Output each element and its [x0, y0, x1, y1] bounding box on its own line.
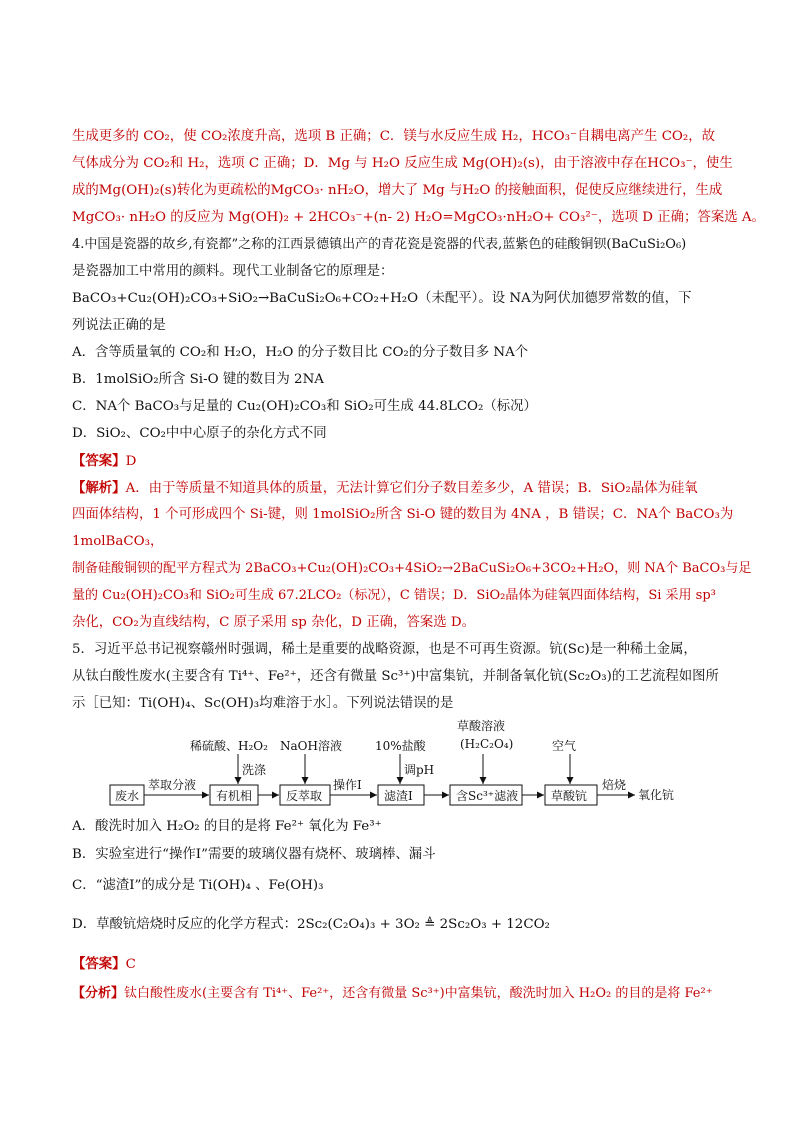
analysis-text: 钛白酸性废水(主要含有 Ti⁴⁺、Fe²⁺，还含有微量 Sc³⁺)中富集钪，酸洗时加入 H₂O₂ 的目的是将 Fe²⁺ — [124, 986, 713, 1001]
analysis-line: 四面体结构，1 个可形成四个 Si-键，则 1molSiO₂所含 Si-O 键的数目为 4NA ，B 错误；C．NA个 BaCO₃为 — [72, 507, 734, 522]
reagent-label: 稀硫酸、H₂O₂ — [190, 739, 268, 753]
reagent-label: (H₂C₂O₄) — [460, 737, 514, 751]
flow-product: 氧化钪 — [638, 788, 675, 802]
analysis-line: 制备硅酸铜钡的配平方程式为 2BaCO₃+Cu₂(OH)₂CO₃+4SiO₂→2BaCuSi₂O₆+3CO₂+H₂O，则 NA个 BaCO₃与足 — [72, 561, 752, 576]
q4-option-c: C．NA个 BaCO₃与足量的 Cu₂(OH)₂CO₃和 SiO₂可生成 44.8LCO₂（标况） — [72, 399, 537, 414]
process-flow-diagram — [105, 718, 710, 810]
q5-analysis — [72, 985, 713, 1003]
q4-stem: 是瓷器加工中常用的颜料。现代工业制备它的原理是： — [72, 264, 394, 279]
flow-box-label: 废水 — [115, 789, 140, 803]
q4-stem: 列说法正确的是 — [72, 318, 166, 333]
q5-option-d: D．草酸钪焙烧时反应的化学方程式：2Sc₂(C₂O₄)₃ + 3O₂ ≜ 2Sc₂O₃ + 12CO₂ — [72, 917, 550, 932]
analysis-text: A．由于等质量不知道具体的质量，无法计算它们分子数目差多少，A 错误；B．SiO₂晶体为硅氧 — [125, 481, 698, 496]
q5-option-a: A．酸洗时加入 H₂O₂ 的目的是将 Fe²⁺ 氧化为 Fe³⁺ — [72, 819, 382, 834]
reagent-label: NaOH溶液 — [280, 739, 342, 753]
analysis-line: MgCO₃· nH₂O 的反应为 Mg(OH)₂ + 2HCO₃⁻+(n- 2) H₂O=MgCO₃·nH₂O+ CO₃²⁻，选项 D 正确；答案选 A。 — [72, 210, 765, 225]
q4-analysis — [72, 479, 698, 498]
q4-option-d: D．SiO₂、CO₂中中心原子的杂化方式不同 — [72, 426, 327, 441]
step-label: 洗涤 — [242, 763, 267, 777]
q4-stem: 4.中国是瓷器的故乡,有瓷都”之称的江西景德镇出产的青花瓷是瓷器的代表,蓝紫色的硅酸铜钡(BaCuSi₂O₆) — [72, 237, 687, 252]
answer-value: D — [125, 454, 137, 469]
arrow-label: 焙烧 — [602, 778, 627, 792]
flow-box-label: 滤渣Ⅰ — [384, 789, 413, 803]
q4-option-b: B．1molSiO₂所含 Si-O 键的数目为 2NA — [72, 372, 324, 387]
analysis-line: 量的 Cu₂(OH)₂CO₃和 SiO₂可生成 67.2LCO₂（标况），C 错误；D．SiO₂晶体为硅氧四面体结构，Si 采用 sp³ — [72, 588, 716, 603]
analysis-label: 【分析】 — [72, 986, 125, 1001]
answer-value: C — [125, 957, 136, 972]
arrow-label: 萃取分液 — [148, 778, 197, 792]
answer-label: 【答案】 — [72, 453, 126, 469]
q5-answer — [72, 955, 136, 974]
analysis-line: 杂化，CO₂为直线结构，C 原子采用 sp 杂化，D 正确，答案选 D。 — [72, 615, 476, 630]
analysis-line: 1molBaCO₃， — [72, 534, 164, 549]
q5-option-c: C．“滤渣Ⅰ”的成分是 Ti(OH)₄ 、Fe(OH)₃ — [72, 878, 324, 893]
q4-option-a: A．含等质量氧的 CO₂和 H₂O，H₂O 的分子数目比 CO₂的分子数目多 NA个 — [72, 345, 529, 360]
q5-stem: 示［已知：Ti(OH)₄、Sc(OH)₃均难溶于水］。下列说法错误的是 — [72, 696, 454, 711]
q5-stem: 从钛白酸性废水(主要含有 Ti⁴⁺、Fe²⁺，还含有微量 Sc³⁺)中富集钪，并制备氧化钪(Sc₂O₃)的工艺流程如图所 — [72, 669, 719, 684]
q4-answer — [72, 452, 136, 471]
flow-box-label: 反萃取 — [286, 789, 323, 803]
flow-box-label: 有机相 — [216, 789, 253, 803]
flow-box-label: 含Sc³⁺滤液 — [456, 789, 519, 803]
reagent-label: 草酸溶液 — [457, 719, 506, 733]
step-label: 调pH — [404, 763, 435, 777]
analysis-line: 气体成分为 CO₂和 H₂，选项 C 正确；D．Mg 与 H₂O 反应生成 Mg(OH)₂(s)，由于溶液中存在HCO₃⁻，使生 — [72, 156, 733, 171]
reagent-label: 空气 — [552, 739, 577, 753]
flow-box-label: 草酸钪 — [551, 789, 588, 803]
q4-stem: BaCO₃+Cu₂(OH)₂CO₃+SiO₂→BaCuSi₂O₆+CO₂+H₂O（未配平）。设 NA为阿伏加德罗常数的值，下 — [72, 291, 692, 306]
answer-label: 【答案】 — [72, 956, 126, 972]
q5-option-b: B．实验室进行“操作Ⅰ”需要的玻璃仪器有烧杯、玻璃棒、漏斗 — [72, 847, 436, 862]
analysis-label: 【解析】 — [72, 480, 126, 496]
reagent-label: 10%盐酸 — [375, 739, 426, 753]
q5-stem: 5．习近平总书记视察赣州时强调，稀土是重要的战略资源，也是不可再生资源。钪(Sc)是一种稀土金属， — [72, 642, 697, 657]
analysis-line: 生成更多的 CO₂，使 CO₂浓度升高，选项 B 正确；C．镁与水反应生成 H₂，HCO₃⁻自耦电离产生 CO₂，故 — [72, 129, 716, 144]
analysis-line: 成的Mg(OH)₂(s)转化为更疏松的MgCO₃· nH₂O，增大了 Mg 与H₂O 的接触面积，促使反应继续进行，生成 — [72, 183, 723, 198]
arrow-label: 操作Ⅰ — [333, 778, 362, 792]
